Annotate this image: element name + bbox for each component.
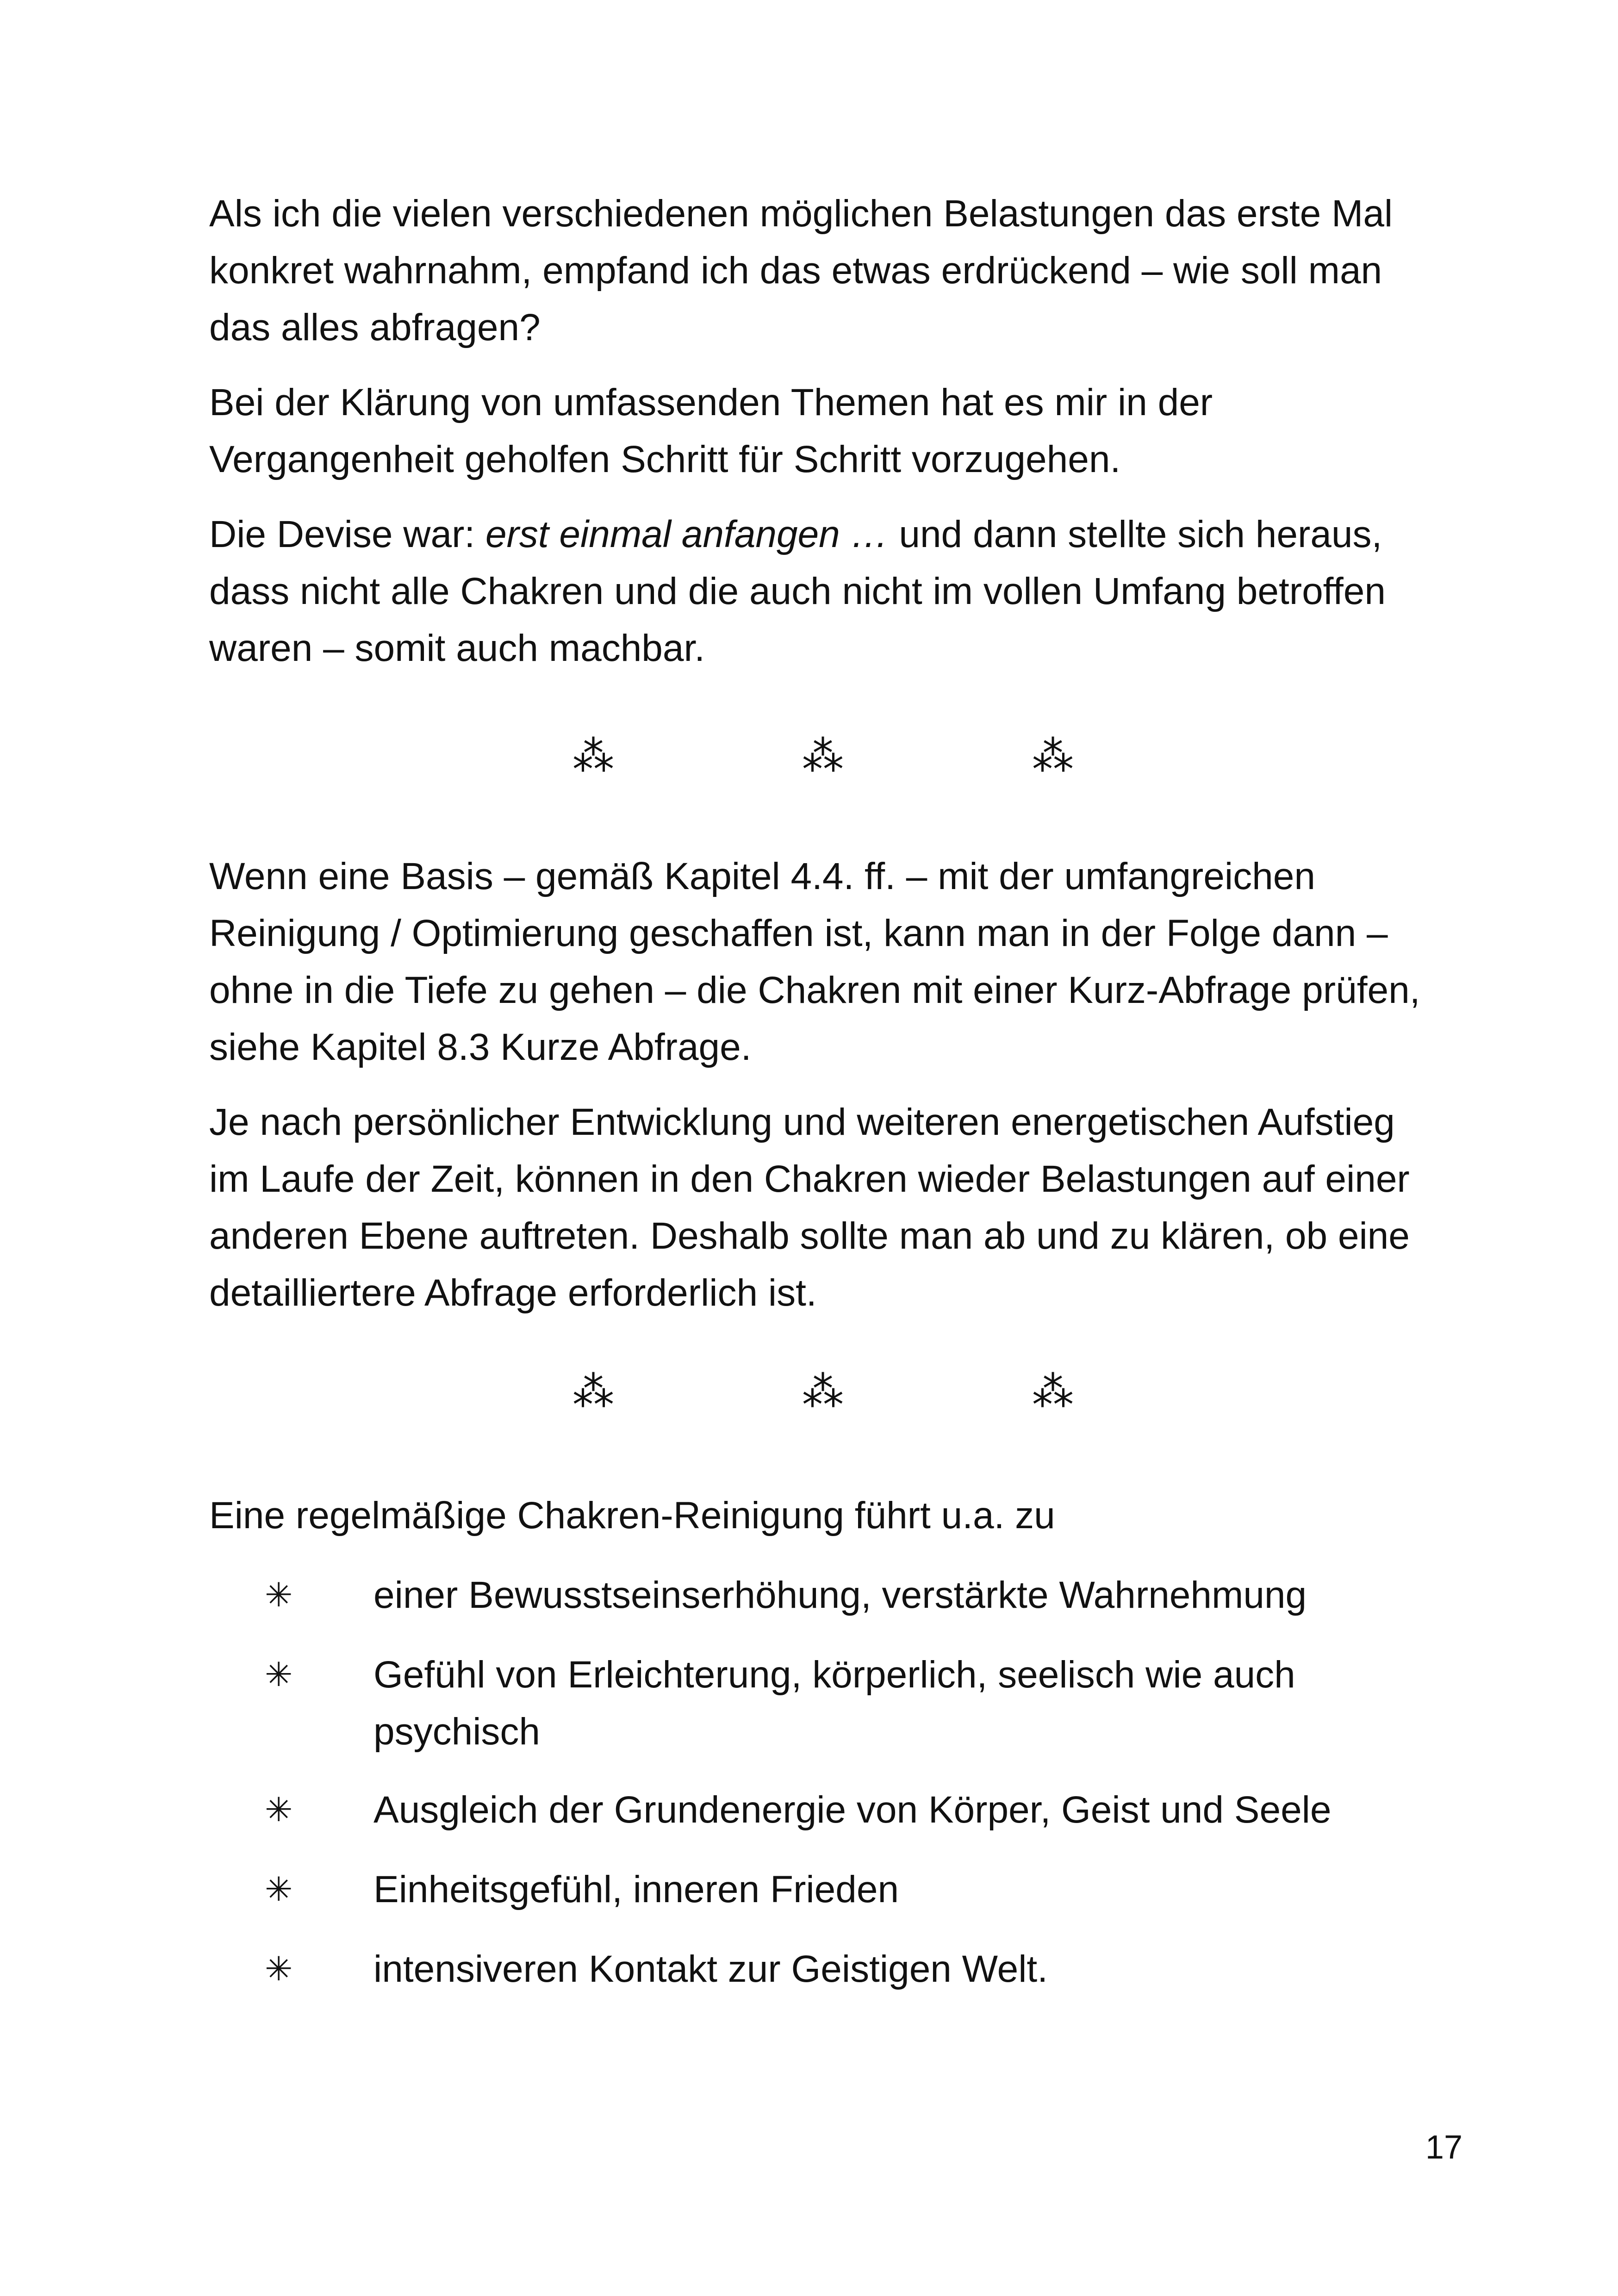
asterism-icon: ⁂ <box>573 1368 614 1416</box>
list-item-text: intensiveren Kontakt zur Geistigen Welt. <box>373 1948 1048 1990</box>
asterism-icon: ⁂ <box>802 732 844 781</box>
motto-lead: Die Devise war: <box>209 513 485 555</box>
star-bullet-icon: ✳ <box>265 1790 293 1829</box>
list-intro: Eine regelmäßige Chakren-Reinigung führt u.a. zu <box>209 1494 1055 1537</box>
motto-rest: und dann stellte sich heraus, dass nicht alle Chakren und die auch nicht im vollen Umfang betroffen waren – somit auch machbar. <box>209 513 1386 669</box>
asterism-icon: ⁂ <box>573 732 614 781</box>
asterism-icon: ⁂ <box>1032 1368 1074 1416</box>
paragraph-development: Je nach persönlicher Entwicklung und weiteren energetischen Aufstieg im Laufe der Zeit, können in den Chakren wieder Belastungen auf einer anderen Ebene auftreten. Deshalb sollte man ab und zu klären, ob eine detailliertere Abfrage erforderlich ist. <box>209 1101 1410 1314</box>
paragraph-short-query: Wenn eine Basis – gemäß Kapitel 4.4. ff. – mit der umfangreichen Reinigung / Optimierung geschaffen ist, kann man in der Folge dann – ohne in die Tiefe zu gehen – die Chakren mit einer Kurz-Abfrage prüfen, siehe Kapitel 8.3 Kurze Abfrage. <box>209 855 1420 1068</box>
star-bullet-icon: ✳ <box>265 1870 293 1909</box>
star-bullet-icon: ✳ <box>265 1575 293 1614</box>
star-bullet-icon: ✳ <box>265 1949 293 1988</box>
paragraph-step-by-step: Bei der Klärung von umfassenden Themen hat es mir in der Vergangenheit geholfen Schritt für Schritt vorzugehen. <box>209 381 1213 480</box>
section-separator <box>0 1364 1618 1420</box>
list-item-text: Ausgleich der Grundenergie von Körper, Geist und Seele <box>373 1789 1332 1831</box>
paragraph-overwhelm: Als ich die vielen verschiedenen möglichen Belastungen das erste Mal konkret wahrnahm, empfand ich das etwas erdrückend – wie soll man das alles abfragen? <box>209 193 1393 348</box>
star-bullet-icon: ✳ <box>265 1655 293 1694</box>
motto-emphasis: erst einmal anfangen … <box>485 513 889 555</box>
asterism-icon: ⁂ <box>802 1368 844 1416</box>
asterism-icon: ⁂ <box>1032 732 1074 781</box>
section-separator <box>0 729 1618 784</box>
list-item-text: einer Bewusstseinserhöhung, verstärkte Wahrnehmung <box>373 1574 1307 1616</box>
list-item-text: Gefühl von Erleichterung, körperlich, seelisch wie auch psychisch <box>373 1654 1295 1753</box>
paragraph-motto <box>209 506 1431 677</box>
page-number: 17 <box>1425 2129 1462 2166</box>
list-item-text: Einheitsgefühl, inneren Frieden <box>373 1868 899 1910</box>
